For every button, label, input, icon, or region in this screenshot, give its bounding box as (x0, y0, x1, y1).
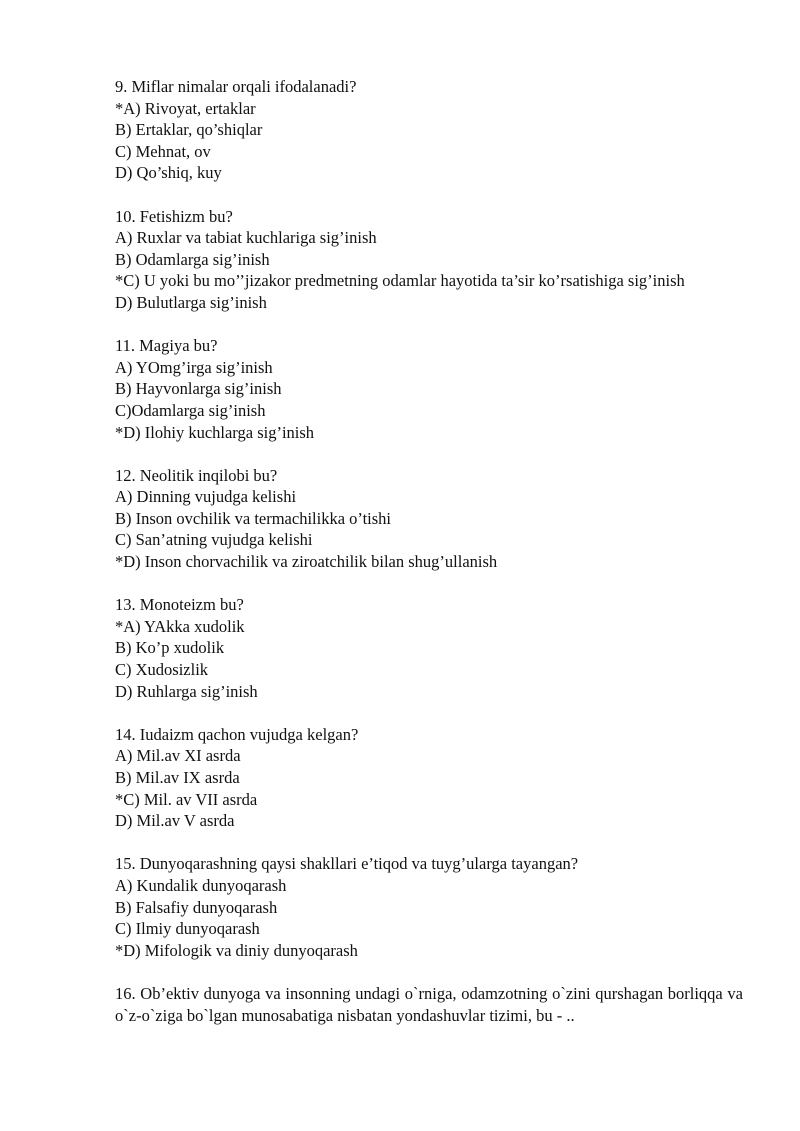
answer-option: B) Inson ovchilik va termachilikka o’tishi (115, 508, 392, 528)
answer-option: D) Ruhlarga sig’inish (115, 681, 258, 701)
answer-option: A) Dinning vujudga kelishi (115, 487, 297, 507)
answer-option: B) Mil.av IX asrda (115, 768, 240, 787)
answer-option: *A) YAkka xudolik (115, 616, 245, 636)
answer-option: D) Qo’shiq, kuy (115, 163, 222, 183)
answer-option: B) Ko’p xudolik (115, 638, 225, 658)
question-title: 14. Iudaizm qachon vujudga kelgan? (115, 724, 359, 744)
question-title: 16. Ob’ektiv dunyoga va insonning undagi o`rniga, odamzotning o`zini qurshagan borliqqa va o`z-o`ziga bo`lgan munosabatiga nisbatan yondashuvlar tizimi, bu - .. (115, 983, 743, 1025)
answer-option: *A) Rivoyat, ertaklar (115, 98, 256, 118)
question-title: 11. Magiya bu? (115, 336, 218, 356)
answer-option: *C) U yoki bu mo’’jizakor predmetning odamlar hayotida ta’sir ko’rsatishiga sig’inish (115, 271, 685, 291)
answer-option: C) San’atning vujudga kelishi (115, 530, 313, 550)
question-title: 12. Neolitik inqilobi bu? (115, 465, 278, 485)
question-title: 15. Dunyoqarashning qaysi shakllari e’tiqod va tuyg’ularga tayangan? (115, 854, 579, 874)
question-block (115, 853, 743, 961)
answer-option: C) Ilmiy dunyoqarash (115, 919, 260, 939)
document-page (115, 76, 743, 1048)
question-block (115, 335, 743, 443)
question-block (115, 465, 743, 573)
answer-option: A) Mil.av XI asrda (115, 746, 241, 766)
answer-option: *D) Ilohiy kuchlarga sig’inish (115, 422, 315, 442)
question-title: 13. Monoteizm bu? (115, 595, 244, 615)
question-block (115, 206, 743, 314)
question-block (115, 983, 743, 1026)
answer-option: *C) Mil. av VII asrda (115, 789, 258, 809)
answer-option: D) Bulutlarga sig’inish (115, 292, 267, 312)
question-block (115, 76, 743, 184)
question-block (115, 594, 743, 702)
question-title: 9. Miflar nimalar orqali ifodalanadi? (115, 77, 357, 96)
answer-option: B) Odamlarga sig’inish (115, 249, 270, 269)
answer-option: D) Mil.av V asrda (115, 811, 235, 831)
answer-option: A) Kundalik dunyoqarash (115, 875, 287, 895)
answer-option: B) Falsafiy dunyoqarash (115, 897, 278, 917)
answer-option: C)Odamlarga sig’inish (115, 400, 266, 420)
question-title: 10. Fetishizm bu? (115, 206, 233, 226)
answer-option: C) Xudosizlik (115, 660, 209, 680)
answer-option: *D) Mifologik va diniy dunyoqarash (115, 940, 358, 960)
question-block (115, 724, 743, 832)
answer-option: A) YOmg’irga sig’inish (115, 357, 273, 377)
answer-option: A) Ruxlar va tabiat kuchlariga sig’inish (115, 228, 377, 248)
answer-option: C) Mehnat, ov (115, 141, 211, 161)
answer-option: B) Ertaklar, qo’shiqlar (115, 120, 263, 140)
answer-option: B) Hayvonlarga sig’inish (115, 379, 282, 399)
answer-option: *D) Inson chorvachilik va ziroatchilik bilan shug’ullanish (115, 552, 498, 572)
